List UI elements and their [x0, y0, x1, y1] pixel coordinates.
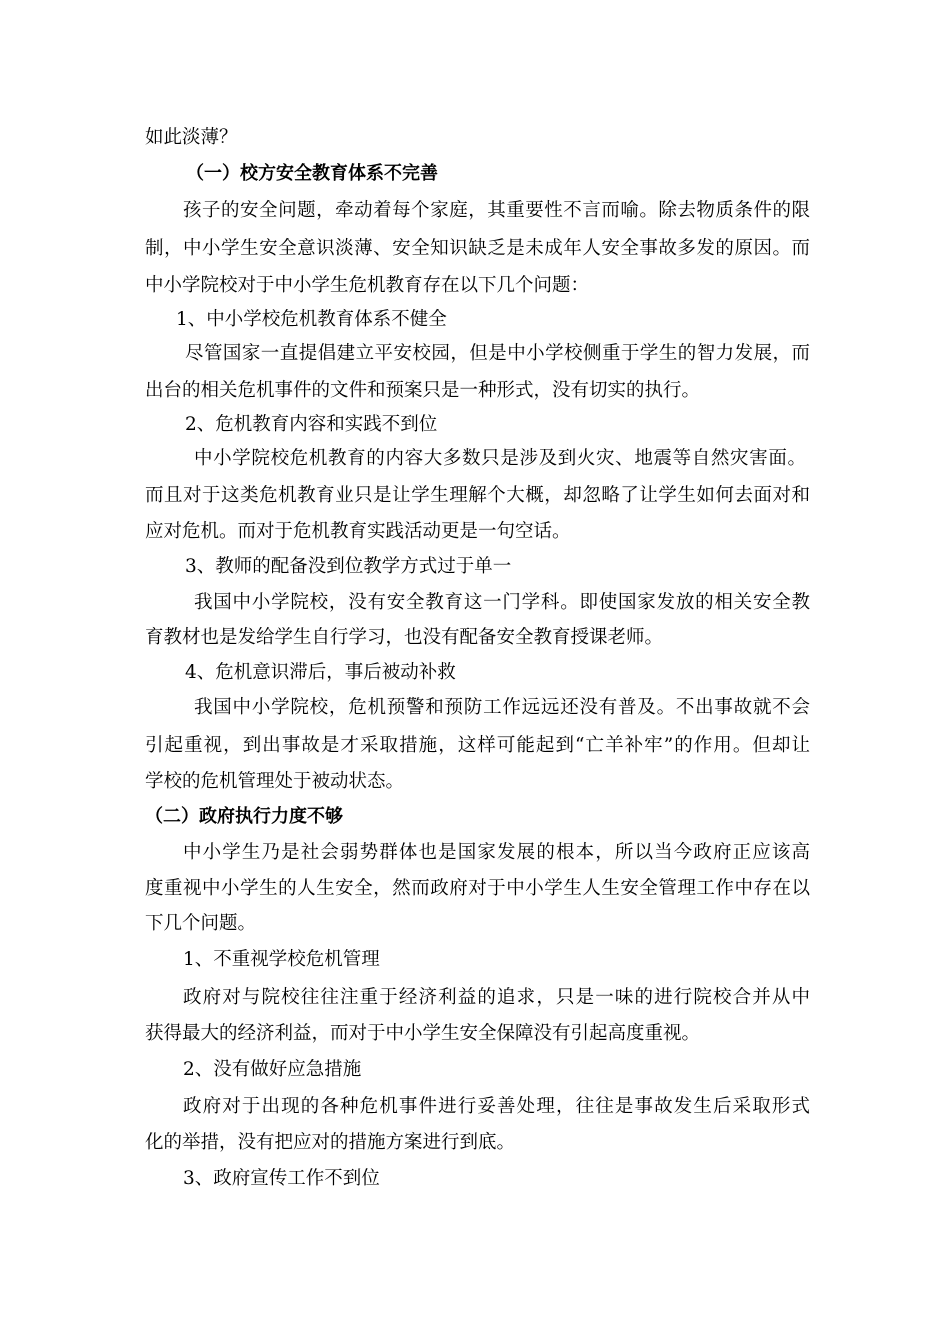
subheading-4: 4、危机意识滞后，事后被动补救: [185, 662, 456, 683]
text-line: 如此淡薄？: [145, 127, 238, 148]
text-line: 化的举措，没有把应对的措施方案进行到底。: [145, 1132, 516, 1153]
section-heading-2: （二）政府执行力度不够: [145, 806, 343, 827]
text-line: 尽管国家一直提倡建立平安校园，但是中小学校侧重于学生的智力发展，而: [185, 343, 810, 364]
subheading-7: 3、政府宣传工作不到位: [183, 1168, 380, 1189]
text-line: 下几个问题。: [145, 913, 257, 934]
text-line: 出台的相关危机事件的文件和预案只是一种形式，没有切实的执行。: [145, 380, 701, 401]
text-line: 制，中小学生安全意识淡薄、安全知识缺乏是未成年人安全事故多发的原因。而: [145, 238, 810, 259]
text-line: 学校的危机管理处于被动状态。: [145, 771, 405, 792]
text-line: 中小学院校对于中小学生危机教育存在以下几个问题：: [145, 275, 590, 296]
text-line: 中小学院校危机教育的内容大多数只是涉及到火灾、地震等自然灾害面。: [194, 448, 806, 469]
subheading-2: 2、危机教育内容和实践不到位: [185, 414, 438, 435]
subheading-6: 2、没有做好应急措施: [183, 1059, 362, 1080]
text-line: 育教材也是发给学生自行学习，也没有配备安全教育授课老师。: [145, 627, 664, 648]
text-line: 孩子的安全问题，牵动着每个家庭，其重要性不言而喻。除去物质条件的限: [183, 200, 810, 221]
subheading-5: 1、不重视学校危机管理: [183, 949, 380, 970]
text-line: 应对危机。而对于危机教育实践活动更是一句空话。: [145, 521, 571, 542]
text-line: 政府对与院校往往注重于经济利益的追求，只是一味的进行院校合并从中: [183, 987, 810, 1008]
text-line: 度重视中小学生的人生安全，然而政府对于中小学生人生安全管理工作中存在以: [145, 878, 810, 899]
text-line: 政府对于出现的各种危机事件进行妥善处理，往往是事故发生后采取形式: [183, 1096, 810, 1117]
text-line: 引起重视，到出事故是才采取措施，这样可能起到“亡羊补牢”的作用。但却让: [145, 735, 810, 756]
text-line: 中小学生乃是社会弱势群体也是国家发展的根本，所以当今政府正应该高: [183, 842, 810, 863]
text-line: 我国中小学院校，没有安全教育这一门学科。即使国家发放的相关安全教: [194, 592, 810, 613]
section-heading-1: （一）校方安全教育体系不完善: [186, 163, 438, 184]
subheading-3: 3、教师的配备没到位教学方式过于单一: [185, 556, 512, 577]
text-line: 获得最大的经济利益，而对于中小学生安全保障没有引起高度重视。: [145, 1023, 701, 1044]
text-line: 我国中小学院校，危机预警和预防工作远远还没有普及。不出事故就不会: [194, 697, 810, 718]
subheading-1: 1、中小学校危机教育体系不健全: [176, 309, 447, 330]
text-line: 而且对于这类危机教育业只是让学生理解个大概，却忽略了让学生如何去面对和: [145, 485, 810, 506]
